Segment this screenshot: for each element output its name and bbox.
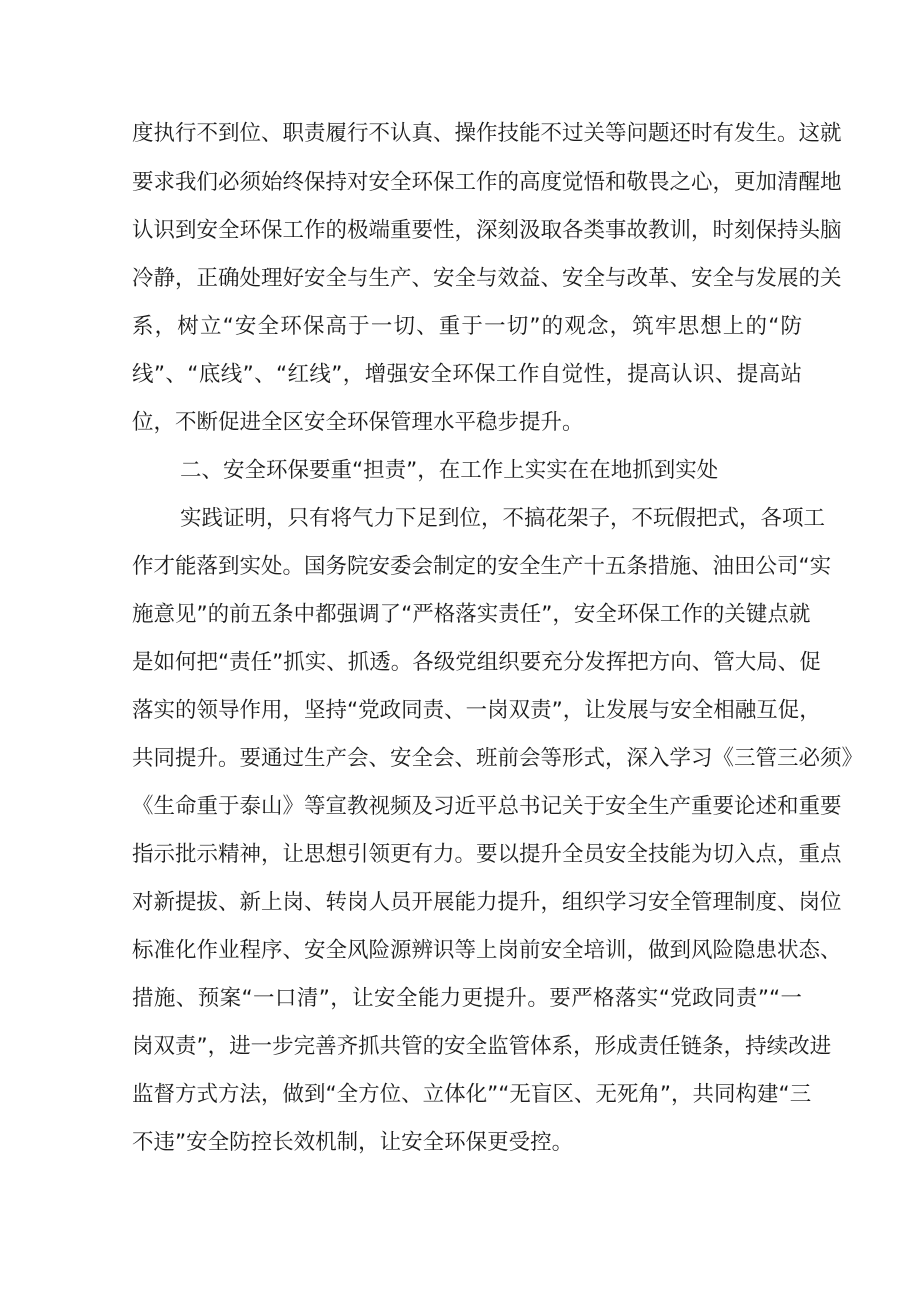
body-text-line: 施意见”的前五条中都强调了“严格落实责任”，安全环保工作的关键点就 — [132, 602, 811, 627]
body-text-line: 是如何把“责任”抓实、抓透。各级党组织要充分发挥把方向、管大局、促 — [132, 650, 821, 675]
body-text-line: 监督方式方法，做到“全方位、立体化”“无盲区、无死角”，共同构建“三 — [132, 1082, 812, 1107]
body-text-line: 不违”安全防控长效机制，让安全环保更受控。 — [132, 1130, 574, 1155]
body-text-line: 标准化作业程序、安全风险源辨识等上岗前安全培训，做到风险隐患状态、 — [132, 938, 842, 963]
body-text-line: 落实的领导作用，坚持“党政同责、一岗双责”，让发展与安全相融互促， — [132, 698, 821, 723]
body-text-line: 共同提升。要通过生产会、安全会、班前会等形式，深入学习《三管三必须》 — [132, 746, 864, 771]
body-text-line: 对新提拔、新上岗、转岗人员开展能力提升，组织学习安全管理制度、岗位 — [132, 890, 842, 915]
body-text-line: 冷静，正确处理好安全与生产、安全与效益、安全与改革、安全与发展的关 — [132, 266, 842, 291]
body-text-line: 指示批示精神，让思想引领更有力。要以提升全员安全技能为切入点，重点 — [132, 842, 842, 867]
section-heading: 二、安全环保要重“担责”，在工作上实实在在地抓到实处 — [180, 458, 719, 483]
body-text-line: 度执行不到位、职责履行不认真、操作技能不过关等问题还时有发生。这就 — [132, 121, 842, 146]
body-text-line: 要求我们必须始终保持对安全环保工作的高度觉悟和敬畏之心，更加清醒地 — [132, 170, 842, 195]
body-text-line: 实践证明，只有将气力下足到位，不搞花架子，不玩假把式，各项工 — [180, 506, 826, 531]
body-text-line: 《生命重于泰山》等宣教视频及习近平总书记关于安全生产重要论述和重要 — [132, 794, 842, 819]
body-text-line: 岗双责”，进一步完善齐抓共管的安全监管体系，形成责任链条，持续改进 — [132, 1034, 832, 1059]
body-text-line: 作才能落到实处。国务院安委会制定的安全生产十五条措施、油田公司“实 — [132, 554, 832, 579]
body-text-line: 线”、“底线”、“红线”，增强安全环保工作自觉性，提高认识、提高站 — [132, 362, 802, 387]
body-text-line: 位，不断促进全区安全环保管理水平稳步提升。 — [132, 410, 584, 435]
body-text-line: 措施、预案“一口清”，让安全能力更提升。要严格落实“党政同责”“一 — [132, 986, 802, 1011]
body-text-line: 系，树立“安全环保高于一切、重于一切”的观念，筑牢思想上的“防 — [132, 314, 802, 339]
body-text-line: 认识到安全环保工作的极端重要性，深刻汲取各类事故教训，时刻保持头脑 — [132, 218, 842, 243]
